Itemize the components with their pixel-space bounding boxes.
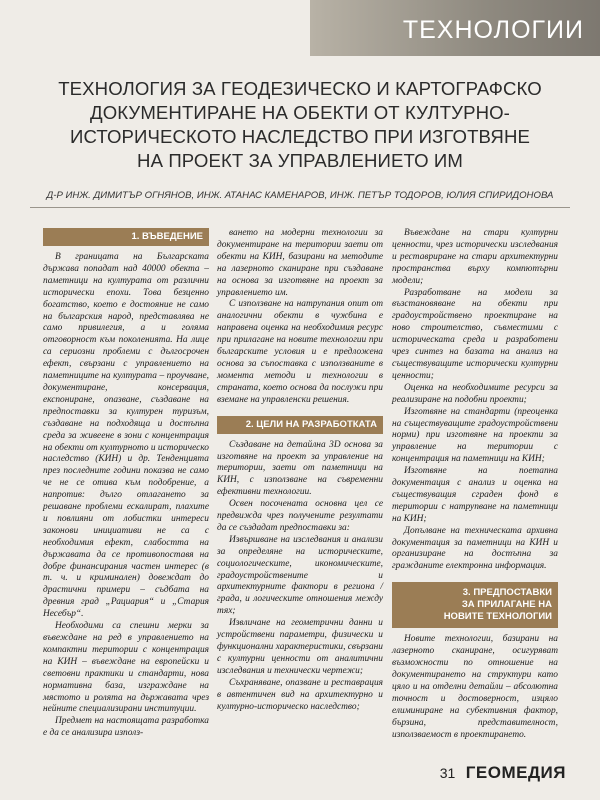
column-3: [392, 228, 558, 741]
paragraph: ването на модерни технологии за документиране на територии заети от обекти на КИН, базирани на методите на лазерното сканиране при създаване на основа за изготвяне на проект за управлението им.: [217, 228, 383, 298]
title-line-4: НА ПРОЕКТ ЗА УПРАВЛЕНИЕТО ИМ: [137, 150, 463, 171]
column-1: [43, 228, 209, 740]
title-line-3: ИСТОРИЧЕСКОТО НАСЛЕДСТВО ПРИ ИЗГОТВЯНЕ: [70, 126, 530, 147]
title-line-2: ДОКУМЕНТИРАНЕ НА ОБЕКТИ ОТ КУЛТУРНО-: [90, 102, 510, 123]
section-rubric: [310, 0, 600, 56]
paragraph: Извличане на геометрични данни и устройствени параметри, физически и функционални характеристики, свързани с културни ценности от аналитични изследвания и технически чертежи;: [217, 618, 383, 676]
column-2: [217, 228, 383, 713]
paragraph: Извършване на изследвания и анализи за определяне на историческите, социологическите, икономическите, градоустройствените и архитектурните фактори в региона /града, и логическите отношения между тях;: [217, 534, 383, 617]
authors-line: Д-Р ИНЖ. ДИМИТЪР ОГНЯНОВ, ИНЖ. АТАНАС КАМЕНАРОВ, ИНЖ. ПЕТЪР ТОДОРОВ, ЮЛИЯ СПИРИДОНОВА: [46, 190, 554, 201]
section-heading-goals: 2. ЦЕЛИ НА РАЗРАБОТКАТА: [217, 416, 383, 434]
divider: [30, 207, 570, 208]
paragraph: Съхраняване, опазване и реставрация в автентичен вид на архитектурно и културно-историческо наследство;: [217, 677, 383, 712]
paragraph: Необходими са спешни мерки за въвеждане на ред в управлението на компактни територии с концентрация на КИН – въвеждане на европейски и световни практики и стандарти, нова нормативна база, изграждане на мястото и ролята на държавата чрез нейните специализирани институции.: [43, 621, 209, 715]
page-footer: [440, 763, 566, 783]
heading-line: ЗА ПРИЛАГАНЕ НА: [461, 599, 552, 611]
paragraph: Допълване на техническата архивна документация за паметници на КИН и организиране на достъпна за гражданите електронна информация.: [392, 525, 558, 572]
paragraph: Оценка на необходимите ресурси за реализиране на подобни проекти;: [392, 382, 558, 405]
paragraph: С използване на натрупания опит от аналогични обекти в чужбина е направена оценка на необходимия ресурс при прилагане на новите технологии при българските условия и е предложена основа за съпоставка с използваните в момента методи и технологии в страната, което основа да послужи при вземане на управленски решения.: [217, 299, 383, 405]
paragraph: Изготвяне на поетапна документация с анализ и оценка на съществуващия сграден фонд в територии с натрупване на паметници на КИН;: [392, 466, 558, 524]
page-number: 31: [439, 765, 456, 781]
rubric-label: ТЕХНОЛОГИИ: [402, 16, 584, 44]
paragraph: Изготвяне на стандарти (преоценка на съществуващите градоустройствени норми) при изготвяне на проекти за управление на територии с концентрация на паметници на КИН;: [392, 406, 558, 465]
paragraph: Освен посочената основна цел се предвижда чрез получените резултати да се създадат предпоставки за:: [217, 499, 383, 533]
section-heading-introduction: 1. ВЪВЕДЕНИЕ: [43, 228, 209, 246]
paragraph: Въвеждане на стари културни ценности, чрез исторически изследвания и реставриране на стари архитектурни пространства върху компютърни модели;: [392, 228, 558, 286]
paragraph: В границата на Българската държава попадат над 40000 обекта – паметници на културата от различни исторически епохи. Това безценно богатство, което е достояние не само на българския народ, представлява не само привилегия, а и голяма отговорност към поколенията. На лице са сериозни проблеми с дългосрочен ефект, свързани с управлението на паметниците на културата – проучване, документиране, консервация, експониране, опазване, създаване на предпоставки за културен туризъм, създаване на подходяща и достъпна среда за живеене в зони с концентрация на обекти от културното и историческо наследство (КИН) и др. Тенденцията през последните години показва не само че не се отива към подобрение, а напротив: дълго отлагането за решаване проблеми ескалират, плахите и повлияни от лобистки интереси законови инициативи не са с необходимия ефект, слабостта на държавата да се противопоставя на добре финансирания частен интерес (в т. ч. и криминален) довеждат до драстични примери – съдбата на древния град „Рациария“ и „Стария Несебър“.: [43, 252, 209, 620]
section-heading-prerequisites: [392, 582, 558, 628]
title-line-1: ТЕХНОЛОГИЯ ЗА ГЕОДЕЗИЧЕСКО И КАРТОГРАФСКО: [58, 78, 542, 99]
magazine-logo: ГЕОМЕДИЯ: [465, 763, 566, 782]
paragraph: Предмет на настоящата разработка е да се анализира използ-: [43, 716, 209, 739]
article-title: [30, 77, 570, 173]
heading-line: НОВИТЕ ТЕХНОЛОГИИ: [443, 611, 552, 623]
paragraph: Разработване на модели за възстановяване на обекти при градоустройствено проектиране на ново строителство, съвместими с историческата среда и разработени чрез синтез на базата на анализ на съществуващите исторически културни ценности;: [392, 287, 558, 381]
paragraph: Новите технологии, базирани на лазерното сканиране, осигуряват възможности по отношение на документирането на структури като цяло и на отделни детайли – абсолютна точност и достоверност, изцяло елиминиране на субективния фактор, бързина, представителност, използваемост в проектирането.: [392, 634, 558, 740]
heading-line: 3. ПРЕДПОСТАВКИ: [462, 587, 552, 599]
paragraph: Създаване на детайлна 3D основа за изготвяне на проект за управление на територии, заети от паметници на КИН, с използване на съвременни ефективни технологии.: [217, 439, 383, 498]
